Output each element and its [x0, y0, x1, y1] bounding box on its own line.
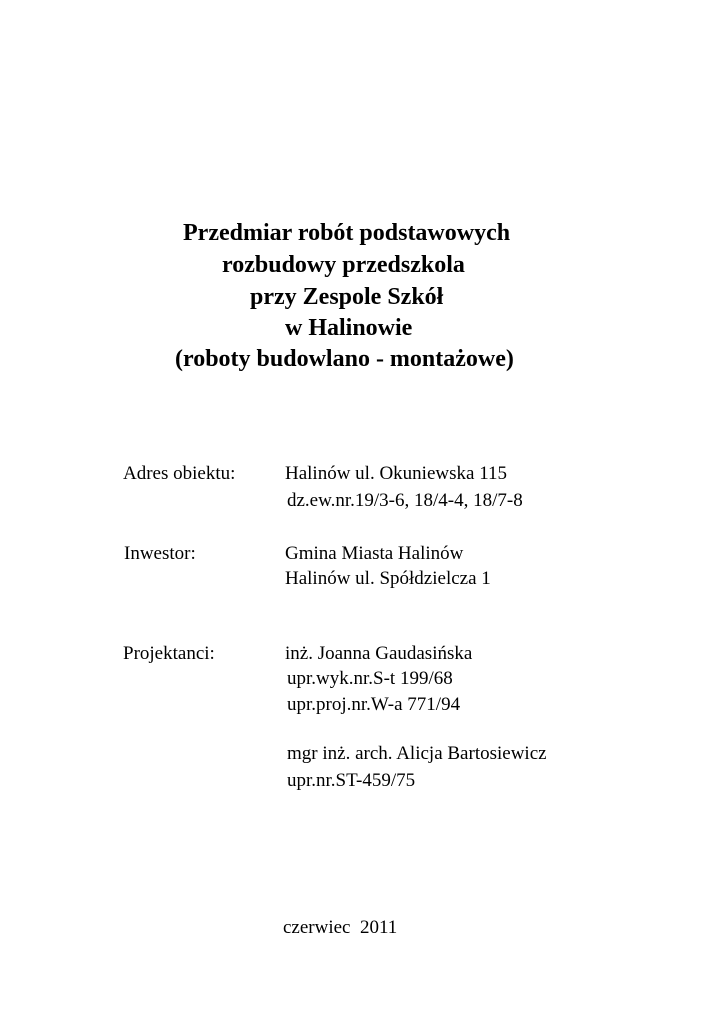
- designer-1-name: inż. Joanna Gaudasińska: [285, 643, 473, 664]
- designer-2-license-1: upr.nr.ST-459/75: [287, 770, 416, 791]
- designer-1-license-1: upr.wyk.nr.S-t 199/68: [287, 668, 453, 689]
- investor-address: Halinów ul. Spółdzielcza 1: [285, 568, 491, 589]
- designer-1-license-2: upr.proj.nr.W-a 771/94: [287, 694, 461, 715]
- document-date-text: czerwiec 2011: [283, 917, 398, 938]
- title-line-5: (roboty budowlano - montażowe): [175, 346, 514, 372]
- address-line-1: Halinów ul. Okuniewska 115: [285, 463, 507, 484]
- designer-2-name: mgr inż. arch. Alicja Bartosiewicz: [287, 743, 547, 764]
- address-label: Adres obiektu:: [123, 463, 236, 484]
- designers-label: Projektanci:: [123, 643, 215, 664]
- title-line-3: przy Zespole Szkół: [250, 284, 444, 310]
- investor-name: Gmina Miasta Halinów: [285, 543, 464, 564]
- investor-label: Inwestor:: [124, 543, 196, 564]
- title-line-4: w Halinowie: [285, 315, 413, 341]
- address-parcels: dz.ew.nr.19/3-6, 18/4-4, 18/7-8: [287, 490, 523, 511]
- document-date: [283, 916, 397, 940]
- title-line-1: Przedmiar robót podstawowych: [183, 220, 511, 246]
- title-line-2: rozbudowy przedszkola: [222, 252, 465, 278]
